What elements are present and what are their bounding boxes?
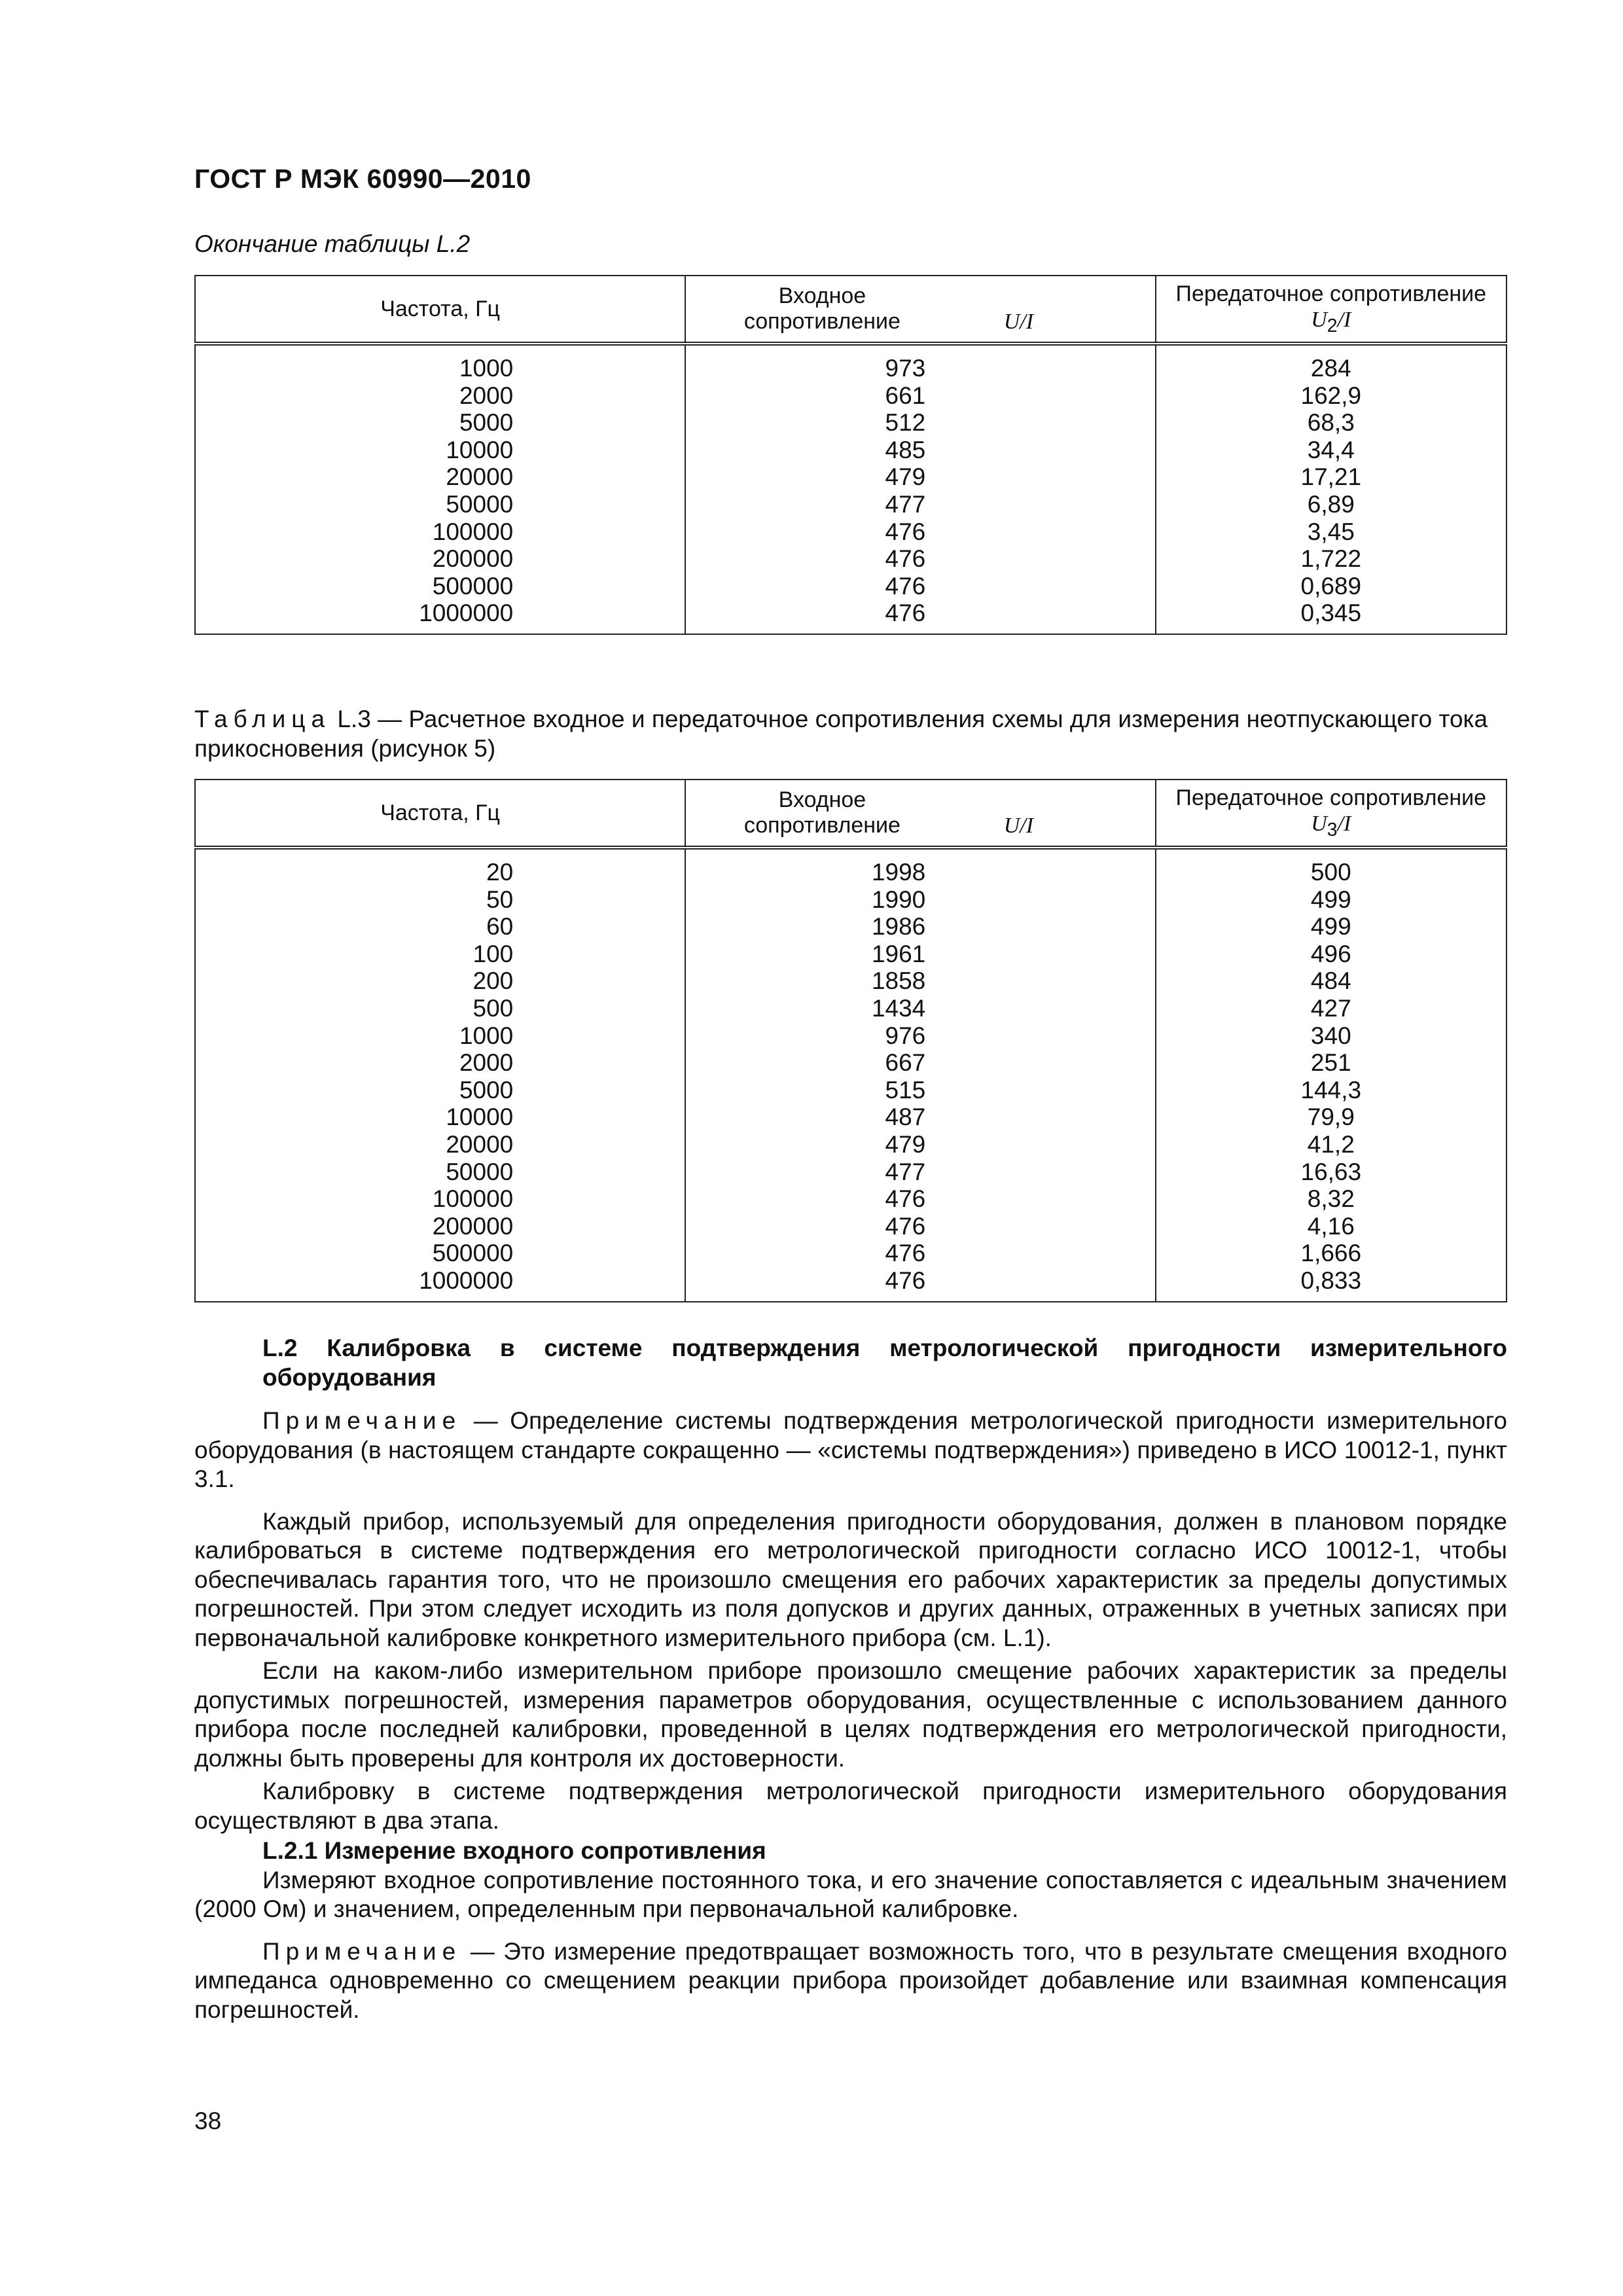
column-header-input-resistance <box>685 276 1155 344</box>
cell-value: 479 <box>885 1130 926 1158</box>
cell-transfer-resistance: 3,45 <box>1156 518 1507 546</box>
section-l2-paragraph-3: Калибровку в системе подтверждения метрологической пригодности измерительного оборудования осуществляют в два этапа. <box>194 1778 1507 1834</box>
cell-input-resistance <box>685 913 1155 941</box>
cell-transfer-resistance: 1,666 <box>1156 1240 1507 1267</box>
table-l3-title <box>194 704 1507 763</box>
cell-transfer-resistance: 4,16 <box>1156 1213 1507 1240</box>
table-row <box>195 437 1507 464</box>
cell-frequency: 200000 <box>432 545 514 573</box>
section-l2 <box>194 1334 1507 2024</box>
cell-input-resistance <box>685 1158 1155 1186</box>
table-row <box>195 848 1507 886</box>
cell-transfer-resistance: 499 <box>1156 913 1507 941</box>
cell-frequency: 50000 <box>446 1158 514 1185</box>
cell-input-resistance <box>685 491 1155 518</box>
table-header-row <box>195 780 1507 848</box>
cell-frequency: 50000 <box>446 490 514 518</box>
table-row <box>195 463 1507 491</box>
cell-value: 667 <box>885 1049 926 1077</box>
cell-frequency: 500000 <box>432 572 514 600</box>
table-row <box>195 573 1507 600</box>
cell-frequency: 500000 <box>432 1240 514 1267</box>
cell-input-resistance <box>685 1240 1155 1267</box>
cell-transfer-resistance: 500 <box>1156 848 1507 886</box>
column-header-transfer-resistance <box>1156 276 1507 344</box>
cell-input-resistance <box>685 1077 1155 1104</box>
table-l2-continuation-caption: Окончание таблицы L.2 <box>194 230 471 257</box>
cell-value: 487 <box>885 1103 926 1131</box>
transfer-header-text: Передаточное сопротивление <box>1175 281 1487 306</box>
note-label: Примечание <box>262 1407 462 1434</box>
table-l3-title-text: L.3 — Расчетное входное и передаточное сопротивления схемы для измерения неотпускающего тока прикосновения (рисунок 5) <box>194 706 1488 762</box>
cell-value: 1858 <box>871 967 926 995</box>
table-row <box>195 913 1507 941</box>
section-l2-note <box>194 1407 1507 1494</box>
table-l3 <box>194 779 1507 1302</box>
cell-value: 485 <box>885 436 926 463</box>
input-header-symbol: U/I <box>1003 310 1034 334</box>
cell-transfer-resistance: 17,21 <box>1156 463 1507 491</box>
cell-transfer-resistance: 144,3 <box>1156 1077 1507 1104</box>
transfer-header-symbol-i: /I <box>1337 811 1351 836</box>
table-row <box>195 344 1507 382</box>
cell-frequency: 60 <box>486 913 514 941</box>
table-row <box>195 409 1507 437</box>
transfer-header-symbol-i: /I <box>1337 307 1351 332</box>
cell-input-resistance <box>685 437 1155 464</box>
cell-value: 477 <box>885 490 926 518</box>
cell-frequency: 1000000 <box>419 1266 514 1294</box>
table-row <box>195 1077 1507 1104</box>
cell-input-resistance <box>685 1213 1155 1240</box>
cell-input-resistance <box>685 941 1155 968</box>
cell-value: 1986 <box>871 913 926 941</box>
table-row <box>195 941 1507 968</box>
cell-frequency: 100 <box>473 940 514 967</box>
table-row <box>195 967 1507 995</box>
cell-transfer-resistance: 41,2 <box>1156 1131 1507 1158</box>
cell-frequency: 10000 <box>446 436 514 463</box>
input-header-text: Входное сопротивление <box>743 283 901 334</box>
transfer-header-symbol-u: U <box>1311 307 1327 332</box>
cell-frequency: 200 <box>473 967 514 995</box>
transfer-header-symbol-u: U <box>1311 811 1327 836</box>
column-header-frequency: Частота, Гц <box>195 780 685 848</box>
table-row <box>195 995 1507 1022</box>
table-row <box>195 886 1507 914</box>
cell-transfer-resistance: 484 <box>1156 967 1507 995</box>
table-row <box>195 1049 1507 1077</box>
cell-transfer-resistance: 34,4 <box>1156 437 1507 464</box>
cell-value: 476 <box>885 1240 926 1267</box>
cell-value: 1990 <box>871 886 926 913</box>
input-header-text: Входное сопротивление <box>743 787 901 838</box>
note-text: — Это измерение предотвращает возможность того, что в результате смещения входного импеданса одновременно со смещением реакции прибора произойдет добавление или взаимная компенсация погрешностей. <box>194 1937 1507 2023</box>
cell-value: 476 <box>885 1185 926 1213</box>
cell-value: 476 <box>885 572 926 600</box>
cell-frequency: 20 <box>486 859 514 886</box>
table-row <box>195 1267 1507 1302</box>
cell-frequency: 1000 <box>459 355 514 382</box>
cell-input-resistance <box>685 600 1155 634</box>
note-label: Примечание <box>262 1937 462 1965</box>
cell-transfer-resistance: 427 <box>1156 995 1507 1022</box>
cell-transfer-resistance: 0,689 <box>1156 573 1507 600</box>
cell-input-resistance <box>685 545 1155 573</box>
table-l3-body <box>195 848 1507 1302</box>
cell-input-resistance <box>685 382 1155 410</box>
cell-frequency: 10000 <box>446 1103 514 1131</box>
cell-value: 515 <box>885 1076 926 1103</box>
table-row <box>195 1240 1507 1267</box>
cell-input-resistance <box>685 1267 1155 1302</box>
cell-frequency: 200000 <box>432 1212 514 1240</box>
cell-frequency: 2000 <box>459 1049 514 1077</box>
table-l2-end <box>194 275 1507 635</box>
cell-value: 476 <box>885 1212 926 1240</box>
page-header-title: ГОСТ Р МЭК 60990—2010 <box>194 164 531 194</box>
cell-input-resistance <box>685 1049 1155 1077</box>
cell-input-resistance <box>685 848 1155 886</box>
cell-input-resistance <box>685 1131 1155 1158</box>
cell-value: 661 <box>885 382 926 409</box>
cell-frequency: 500 <box>473 994 514 1022</box>
column-header-frequency: Частота, Гц <box>195 276 685 344</box>
cell-transfer-resistance: 284 <box>1156 344 1507 382</box>
cell-value: 476 <box>885 518 926 545</box>
transfer-header-text: Передаточное сопротивление <box>1175 785 1487 810</box>
section-l21-note <box>194 1937 1507 2025</box>
cell-transfer-resistance: 496 <box>1156 941 1507 968</box>
cell-transfer-resistance: 6,89 <box>1156 491 1507 518</box>
cell-input-resistance <box>685 344 1155 382</box>
cell-frequency: 20000 <box>446 463 514 491</box>
section-l2-paragraph-1: Каждый прибор, используемый для определения пригодности оборудования, должен в плановом порядке калиброваться в системе подтверждения его метрологической пригодности согласно ИСО 10012-1, чтобы обеспечивалась гарантия того, что не произошло смещения его рабочих характеристик за пределы допустимых погрешностей. При этом следует исходить из поля допусков и других данных, отраженных в учетных записях при первоначальной калибровке конкретного измерительного прибора (см. L.1). <box>194 1507 1507 1651</box>
transfer-header-subscript: 2 <box>1327 315 1338 336</box>
cell-frequency: 2000 <box>459 382 514 409</box>
cell-transfer-resistance: 68,3 <box>1156 409 1507 437</box>
cell-value: 476 <box>885 545 926 573</box>
cell-input-resistance <box>685 1022 1155 1050</box>
cell-input-resistance <box>685 1185 1155 1213</box>
table-l2-body <box>195 344 1507 634</box>
note-text: — Определение системы подтверждения метрологической пригодности измерительного оборудования (в настоящем стандарте сокращенно — «системы подтверждения») приведено в ИСО 10012-1, пункт 3.1. <box>194 1407 1507 1492</box>
section-l2-heading: L.2 Калибровка в системе подтверждения метрологической пригодности измерительного оборудования <box>262 1335 1507 1391</box>
table-row <box>195 600 1507 634</box>
cell-transfer-resistance: 1,722 <box>1156 545 1507 573</box>
cell-value: 477 <box>885 1158 926 1185</box>
cell-transfer-resistance: 8,32 <box>1156 1185 1507 1213</box>
table-row <box>195 1022 1507 1050</box>
table-row <box>195 1185 1507 1213</box>
cell-frequency: 1000000 <box>419 600 514 627</box>
cell-input-resistance <box>685 886 1155 914</box>
cell-transfer-resistance: 251 <box>1156 1049 1507 1077</box>
cell-value: 479 <box>885 463 926 491</box>
cell-value: 1998 <box>871 859 926 886</box>
cell-input-resistance <box>685 409 1155 437</box>
table-row <box>195 491 1507 518</box>
cell-value: 512 <box>885 409 926 437</box>
page-number: 38 <box>194 2108 222 2134</box>
cell-transfer-resistance: 0,345 <box>1156 600 1507 634</box>
table-row <box>195 1131 1507 1158</box>
cell-transfer-resistance: 16,63 <box>1156 1158 1507 1186</box>
cell-frequency: 1000 <box>459 1022 514 1049</box>
section-l21-paragraph-1: Измеряют входное сопротивление постоянного тока, и его значение сопоставляется с идеальным значением (2000 Ом) и значением, определенным при первоначальной калибровке. <box>194 1866 1507 1922</box>
cell-input-resistance <box>685 1103 1155 1131</box>
table-header-row <box>195 276 1507 344</box>
cell-transfer-resistance: 0,833 <box>1156 1267 1507 1302</box>
transfer-header-subscript: 3 <box>1327 819 1338 840</box>
cell-value: 1961 <box>871 940 926 967</box>
cell-transfer-resistance: 340 <box>1156 1022 1507 1050</box>
cell-transfer-resistance: 162,9 <box>1156 382 1507 410</box>
table-row <box>195 1158 1507 1186</box>
input-header-symbol: U/I <box>1003 814 1034 838</box>
cell-frequency: 5000 <box>459 1076 514 1103</box>
cell-value: 476 <box>885 600 926 627</box>
cell-frequency: 100000 <box>432 1185 514 1213</box>
cell-frequency: 50 <box>486 886 514 913</box>
cell-input-resistance <box>685 967 1155 995</box>
cell-value: 476 <box>885 1266 926 1294</box>
column-header-transfer-resistance <box>1156 780 1507 848</box>
cell-frequency: 100000 <box>432 518 514 545</box>
section-l2-paragraph-2: Если на каком-либо измерительном приборе произошло смещение рабочих характеристик за пределы допустимых погрешностей, измерения параметров оборудования, осуществленные с использованием данного прибора после последней калибровки, проведенной в целях подтверждения его метрологической пригодности, должны быть проверены для контроля их достоверности. <box>194 1657 1507 1772</box>
table-l3-title-label: Таблица <box>194 706 331 732</box>
cell-input-resistance <box>685 463 1155 491</box>
table-row <box>195 545 1507 573</box>
cell-transfer-resistance: 79,9 <box>1156 1103 1507 1131</box>
cell-frequency: 5000 <box>459 409 514 437</box>
table-row <box>195 518 1507 546</box>
column-header-input-resistance <box>685 780 1155 848</box>
cell-value: 976 <box>885 1022 926 1049</box>
cell-input-resistance <box>685 518 1155 546</box>
cell-frequency: 20000 <box>446 1130 514 1158</box>
table-row <box>195 1103 1507 1131</box>
cell-input-resistance <box>685 573 1155 600</box>
cell-input-resistance <box>685 995 1155 1022</box>
table-row <box>195 382 1507 410</box>
table-row <box>195 1213 1507 1240</box>
cell-transfer-resistance: 499 <box>1156 886 1507 914</box>
cell-value: 1434 <box>871 994 926 1022</box>
section-l21-heading: L.2.1 Измерение входного сопротивления <box>262 1837 766 1864</box>
cell-value: 973 <box>885 355 926 382</box>
